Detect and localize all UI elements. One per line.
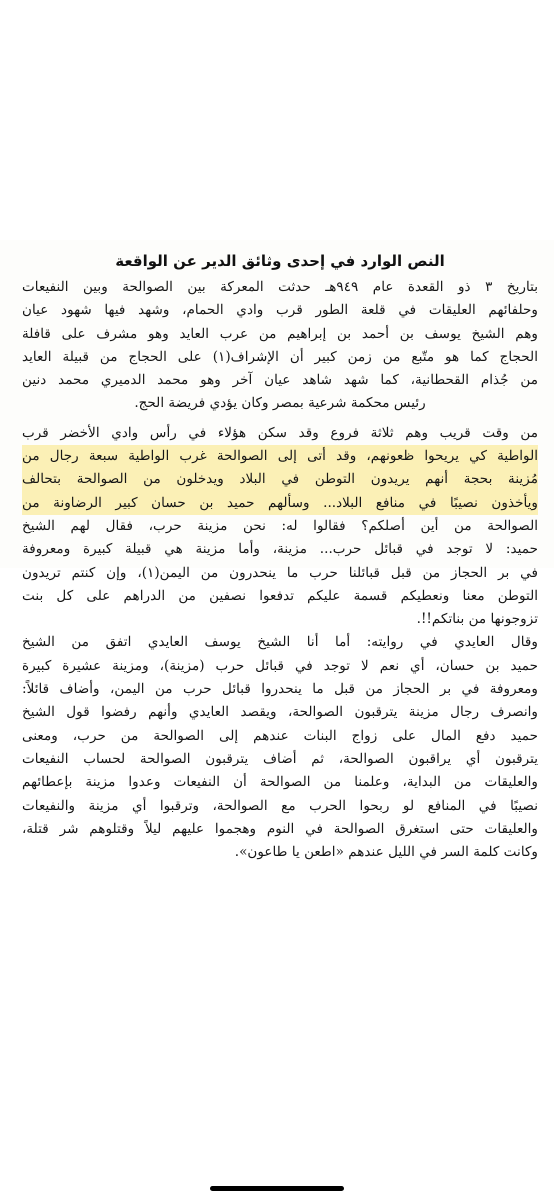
- highlighted-text-line: ويأخذون نصيبًا في منافع البلاد... وسألهم حميد بن حسان كبير الرضاونة من: [22, 492, 538, 515]
- text-line: يترقبون أي يراقبون الصوالحة، ثم أضاف يترقبون الصوالحة لحساب النفيعات: [22, 750, 538, 767]
- paragraph-2: [22, 422, 538, 632]
- text-line: وكانت كلمة السر في الليل عندهم «اطعن يا طاعون».: [234, 844, 538, 861]
- highlighted-text-line: مُزينة بحجة أنهم يريدون التوطن في البلاد ويدخلون من الصوالحة بتحالف: [22, 468, 538, 491]
- text-line: من جُذام القحطانية، كما شهد شاهد عيان آخر وهو محمد الدميري محمد دنين: [22, 372, 538, 389]
- text-line: وهم الشيخ يوسف بن أحمد بن إبراهيم من عرب العايد وهو مشرف على قافلة: [22, 325, 538, 342]
- text-line: وحلفائهم العليقات في قلعة الطور قرب وادي الحمام، وشهد فيها شهود عيان: [22, 302, 538, 319]
- paragraph-3: [22, 631, 538, 864]
- text-line: التوطن معنا ونعطيكم قسمة عليكم تدفعوا نصفين من الدراهم على كل بنت: [22, 587, 538, 604]
- text-line: رئيس محكمة شرعية بمصر وكان يؤدي فريضة الحج.: [134, 395, 426, 412]
- highlighted-text-line: الواطية كي يريحوا ظعونهم، وقد أتى إلى الصوالحة غرب الواطية سبعة رجال من: [22, 445, 538, 468]
- text-line: بتاريخ ٣ ذو القعدة عام ٩٤٩هـ حدثت المعركة بين الصوالحة وبين النفيعات: [22, 279, 538, 295]
- text-line: حميد دفع المال على زواج البنات عندهم إلى الصوالحة من حرب، ومعنى: [22, 727, 538, 744]
- text-line: في بر الحجاز من قبل قبائلنا حرب ما ينحدرون من اليمن(١)، وإن كنتم تريدون: [22, 564, 539, 581]
- scanned-book-page: [0, 240, 554, 861]
- text-line: تزوجونها من بناتكم!!.: [416, 611, 538, 628]
- text-line: الصوالحة من أين أصلكم؟ فقالوا له: نحن مزينة حرب، فقال لهم الشيخ: [22, 517, 538, 534]
- text-line: والعليقات حتى استغرق الصوالحة في النوم وهجموا عليهم ليلاً وقتلوهم شر قتلة،: [22, 820, 538, 837]
- home-indicator[interactable]: [210, 1186, 344, 1191]
- text-line: الحجاج كما هو متّبع من زمن كبير أن الإشراف(١) على الحجاج من قبيلة العايد: [22, 348, 538, 365]
- page-content: [22, 250, 538, 864]
- page-title: النص الوارد في إحدى وثائق الدير عن الواقعة: [115, 252, 445, 270]
- text-line: حميد بن حسان، أي نعم لا توجد في قبائل حرب (مزينة)، ومزينة عشيرة كبيرة: [22, 657, 538, 674]
- text-line: من وقت قريب وهم ثلاثة فروع وقد سكن هؤلاء في رأس وادي الأخضر قرب: [22, 424, 538, 441]
- text-line: نصيبًا في المنافع لو ربحوا الحرب مع الصوالحة، وترقبوا أي مزينة والنفيعات: [22, 797, 538, 814]
- text-line: وقال العايدي في روايته: أما أنا الشيخ يوسف العايدي اتفق من الشيخ: [22, 634, 538, 651]
- text-line: وانصرف رجال مزينة يترقبون الصوالحة، ويقصد العايدي وأنهم رفضوا قول الشيخ: [22, 704, 538, 721]
- text-line: والعليقات من البداية، وعلمنا من الصوالحة أن النفيعات وعدوا مزينة بإعطائهم: [22, 774, 538, 791]
- text-line: حميد: لا توجد في قبائل حرب... مزينة، وأما مزينة هي قبيلة كبيرة ومعروفة: [22, 541, 538, 558]
- text-line: ومعروفة في بر الحجاز من قبل ما ينحدروا قبائل حرب من اليمن، وأضاف قائلاً:: [22, 681, 538, 698]
- paragraph-1: [22, 276, 538, 416]
